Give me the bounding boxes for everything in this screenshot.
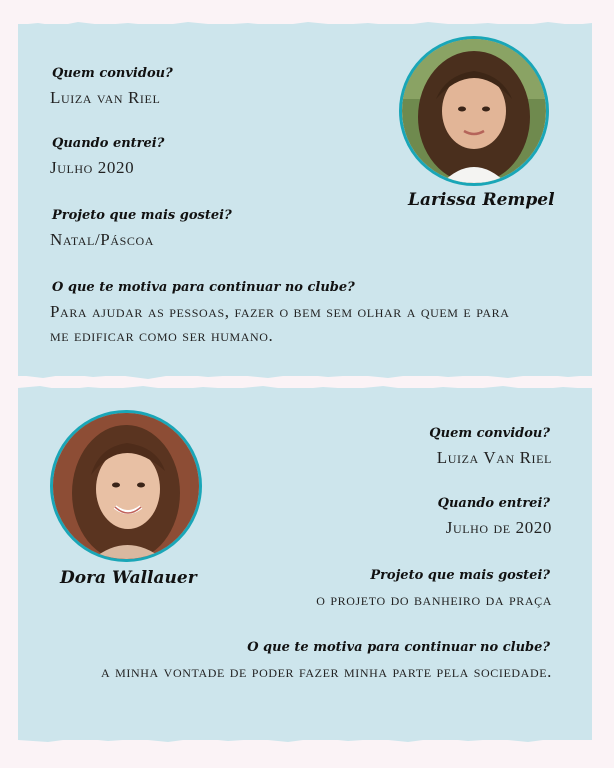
profile-name: Dora Wallauer [60, 568, 197, 588]
torn-edge [18, 19, 592, 29]
answer-invited-by: Luiza van Riel [50, 88, 161, 107]
answer-when-joined: Julho 2020 [50, 158, 135, 177]
question-motivation: O que te motiva para continuar no clube? [247, 640, 550, 655]
question-favorite-project: Projeto que mais gostei? [370, 568, 550, 583]
portrait-photo [402, 39, 546, 183]
answer-motivation: Para ajudar as pessoas, fazer o bem sem olhar a quem e para me edificar como ser humano. [50, 302, 510, 345]
profile-card-dora [18, 388, 592, 740]
profile-name: Larissa Rempel [408, 190, 555, 210]
question-when-joined: Quando entrei? [52, 136, 165, 151]
profile-card-larissa [18, 24, 592, 376]
answer-when-joined: Julho de 2020 [445, 518, 552, 537]
avatar [50, 410, 202, 562]
question-when-joined: Quando entrei? [437, 496, 550, 511]
question-motivation: O que te motiva para continuar no clube? [52, 280, 355, 295]
avatar [399, 36, 549, 186]
portrait-photo [53, 413, 199, 559]
question-invited-by: Quem convidou? [52, 66, 173, 81]
answer-motivation: a minha vontade de poder fazer minha parte pela sociedade. [101, 662, 552, 681]
question-invited-by: Quem convidou? [429, 426, 550, 441]
answer-invited-by: Luiza Van Riel [436, 448, 552, 467]
torn-edge [18, 383, 592, 393]
torn-edge [18, 735, 592, 745]
question-favorite-project: Projeto que mais gostei? [52, 208, 232, 223]
answer-favorite-project: Natal/Páscoa [50, 230, 155, 249]
torn-edge [18, 371, 592, 381]
answer-favorite-project: o projeto do banheiro da praça [316, 590, 552, 609]
